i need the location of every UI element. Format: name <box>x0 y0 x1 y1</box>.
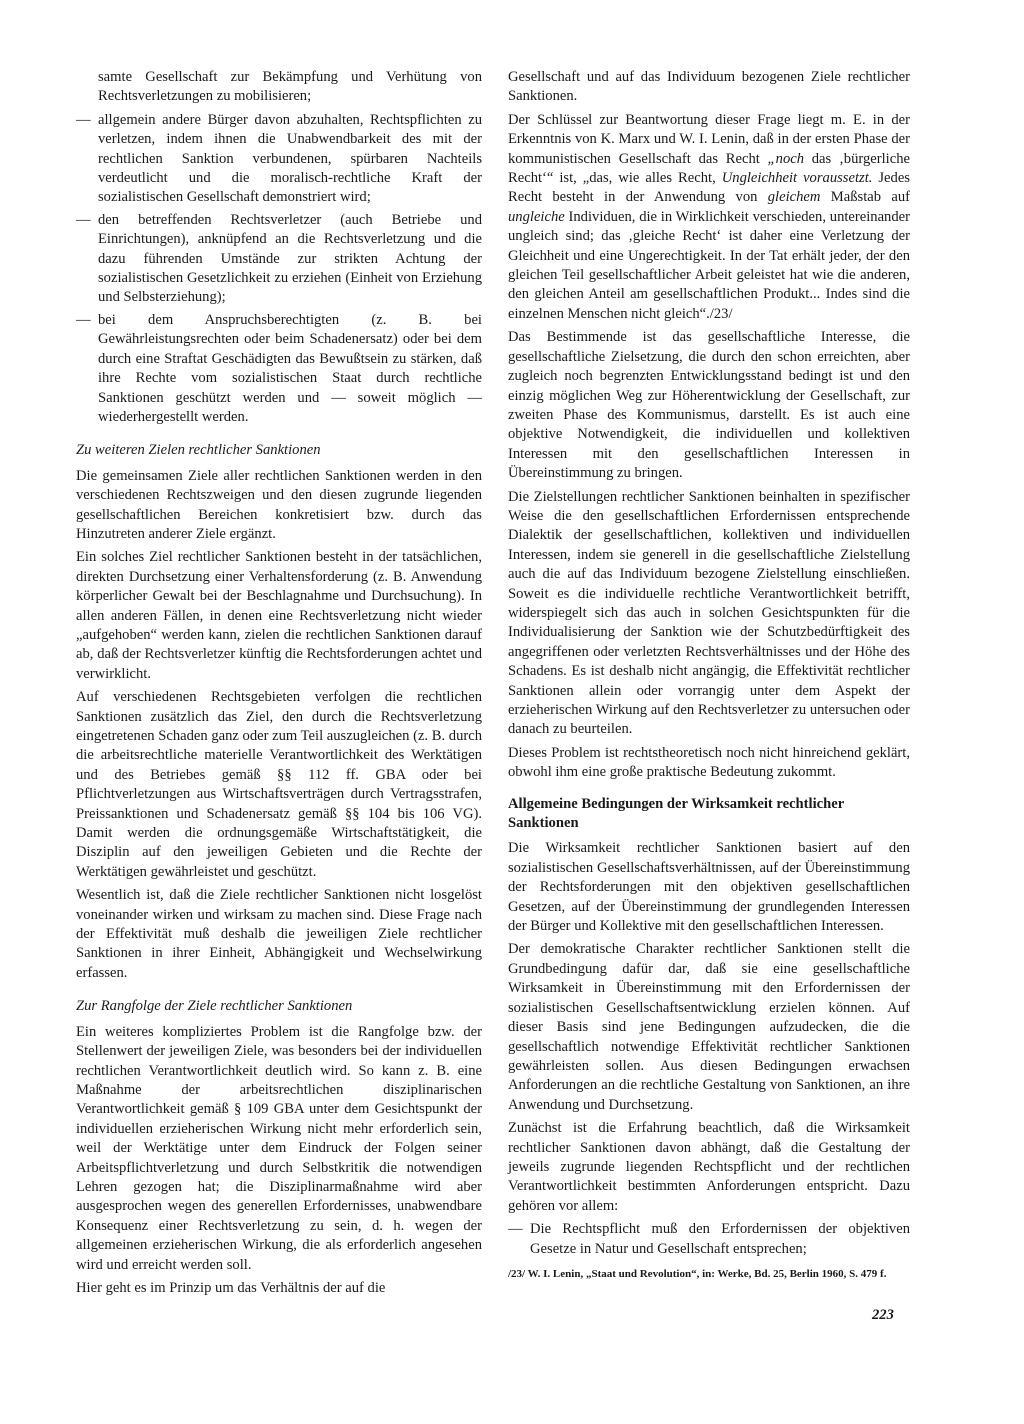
paragraph: samte Gesellschaft zur Bekämpfung und Verhütung von Rechtsverletzungen zu mobilisieren; <box>98 69 482 105</box>
paragraph: Wesentlich ist, daß die Ziele rechtlicher Sanktionen nicht losgelöst voneinander wirken und wirksam zu machen sind. Diese Frage nach der Effektivität muß deshalb die jeweiligen Ziele rechtlicher Sanktionen in ihrer Einheit, Abhängigkeit und Wechselwirkung erfassen. <box>76 887 482 981</box>
emphasis: gleichem <box>767 189 821 206</box>
section-heading: Allgemeine Bedingungen der Wirksamkeit rechtlicher Sanktionen <box>508 795 844 832</box>
bullet-list <box>76 111 482 428</box>
text-run: Jedes Recht besteht in der Anwendung von <box>508 170 910 206</box>
list-item-text: bei dem Anspruchsberechtigten (z. B. bei Gewährleistungsrechten oder beim Schadenersatz) oder bei dem durch eine Straftat Geschädigten das Bewußtsein zu stärken, daß ihre Rechte vom sozialistischen Staat durch rechtliche Sanktionen geschützt werden und — soweit möglich — wiederhergestellt werden. <box>98 311 482 425</box>
dash-marker: — <box>508 1221 523 1238</box>
paragraph: Hier geht es im Prinzip um das Verhältnis der auf die <box>76 1279 386 1296</box>
paragraph: Die gemeinsamen Ziele aller rechtlichen Sanktionen werden in den verschiedenen Rechtszweigen und den diesen zugrunde liegenden gesellschaftlichen Bereichen konkretisiert bzw. durch das Hinzutreten anderer Ziele ergänzt. <box>76 467 482 542</box>
list-item <box>76 311 482 427</box>
paragraph: Der demokratische Charakter rechtlicher Sanktionen stellt die Grundbedingung dafür dar, daß sie eine gesellschaftliche Wirksamkeit in Übereinstimmung mit den Erfordernissen der sozialistischen Gesellschaftsentwicklung erzielen können. Auf dieser Basis sind jene Bedingungen aufzudecken, die die gesellschaftlich notwendige Effektivität rechtlicher Sanktionen gewährleisten sollen. Aus diesen Bedingungen erwachsen Anforderungen an die rechtliche Gestaltung von Sanktionen, an ihre Anwendung und Durchsetzung. <box>508 941 910 1113</box>
text-run: Individuen, die in Wirklichkeit verschieden, untereinander ungleich sind; das ‚gleiche Recht‘ ist daher eine Verletzung der Gleichheit und eine Ungerechtigkeit. In der Tat erhält jeder, der den gleichen Teil gesellschaftlicher Arbeit geleistet hat wie die anderen, den gleichen Anteil am gesellschaftlichen Produkt... Indes sind die einzelnen Menschen nicht gleich“./23/ <box>508 208 910 322</box>
list-item <box>76 111 482 208</box>
paragraph: Das Bestimmende ist das gesellschaftliche Interesse, die gesellschaftliche Zielsetzung, die durch den schon erreichten, aber zugleich noch begrenzten Entwicklungsstand bedingt ist und den einzig möglichen Weg zur Höherentwicklung der Gesellschaft, zur zweiten Phase des Kommunismus, darstellt. Es ist auch eine objektive Notwendigkeit, die individuellen und kollektiven Interessen mit den gesellschaftlichen Interessen in Übereinstimmung zu bringen. <box>508 329 910 482</box>
dash-marker: — <box>76 311 91 328</box>
list-item <box>76 211 482 308</box>
left-column <box>76 68 482 1302</box>
paragraph: Gesellschaft und auf das Individuum bezogenen Ziele rechtlicher Sanktionen. <box>508 69 910 105</box>
list-item-text: allgemein andere Bürger davon abzuhalten, Rechtspflichten zu verletzen, indem ihnen die Unabwendbarkeit des mit der rechtlichen Sanktion verbundenen, spürbaren Nachteils verdeutlicht und die moralisch-rechtliche Kraft der sozialistischen Gesellschaft demonstriert wird; <box>98 111 482 206</box>
list-item <box>508 1220 910 1259</box>
paragraph: Auf verschiedenen Rechtsgebieten verfolgen die rechtlichen Sanktionen zusätzlich das Ziel, den durch die Rechtsverletzung eingetretenen Schaden ganz oder zum Teil auszugleichen (z. B. durch die arbeitsrechtliche materielle Verantwortlichkeit des Werktätigen und des Betriebes gemäß §§ 112 ff. GBA oder bei Pflichtverletzungen aus Wirtschaftsverträgen durch Vertragsstrafen, Preissanktionen und Schadenersatz gemäß §§ 104 bis 106 VG). Damit werden die ordnungsgemäße Wirtschaftstätigkeit, die Disziplin auf den jeweiligen Gebieten und die Rechte der Werktätigen gewährleistet und geschützt. <box>76 689 482 880</box>
list-item-text: Die Rechtspflicht muß den Erfordernissen der objektiven Gesetze in Natur und Gesellschaft entsprechen; <box>530 1221 910 1257</box>
section-heading: Zur Rangfolge der Ziele rechtlicher Sanktionen <box>76 998 353 1015</box>
emphasis: ungleiche <box>508 208 565 225</box>
footnote: /23/ W. I. Lenin, „Staat und Revolution“, in: Werke, Bd. 25, Berlin 1960, S. 479 f. <box>508 1267 887 1280</box>
paragraph: Dieses Problem ist rechtstheoretisch noch nicht hinreichend geklärt, obwohl ihm eine große praktische Bedeutung zukommt. <box>508 744 910 781</box>
dash-marker: — <box>76 111 91 128</box>
paragraph: Ein weiteres kompliziertes Problem ist die Rangfolge bzw. der Stellenwert der jeweiligen Ziele, was besonders bei der individuellen rechtlichen Verantwortlichkeit deutlich wird. So kann z. B. eine Maßnahme der arbeitsrechtlichen disziplinarischen Verantwortlichkeit gemäß § 109 GBA unter dem Gesichtspunkt der individuellen erzieherischen Wirkung nicht mehr erforderlich sein, weil der Werktätige unter dem Eindruck der Folgen seiner Arbeitspflichtverletzung und durch Selbstkritik die notwendigen Lehren gezogen hat; die Disziplinarmaßnahme wird aber ausgesprochen wegen des generellen Erfordernisses, unabwendbare Konsequenz einer Rechtsverletzung zu sein, d. h. wegen der allgemeinen erzieherischen Wirkung, die als erforderlich angesehen wird und erreicht werden soll. <box>76 1023 482 1273</box>
page-number: 223 <box>872 1307 894 1323</box>
paragraph: Die Zielstellungen rechtlicher Sanktionen beinhalten in spezifischer Weise die den gesellschaftlichen Erfordernissen entsprechende Dialektik der gesellschaftlichen, kollektiven und individuellen Interessen, indem sie generell in die gesellschaftliche Zielstellung auch die auf das Individuum bezogene Zielstellung einschließen. Soweit es die individuelle rechtliche Verantwortlichkeit betrifft, widerspiegelt sich das auch in solchen Gesichtspunkten für die Individualisierung der Sanktion wie der Schutzbedürftigkeit des angegriffenen oder verletzten Rechtsverhältnisses und der Höhe des Schadens. Es ist deshalb nicht angängig, die Effektivität rechtlicher Sanktionen allein oder vorrangig unter dem Aspekt der erzieherischen Wirkung auf den Rechtsverletzer zu untersuchen oder danach zu beurteilen. <box>508 488 910 738</box>
paragraph: Zunächst ist die Erfahrung beachtlich, daß die Wirksamkeit rechtlicher Sanktionen davon abhängt, daß die Gestaltung der jeweils zugrunde liegenden Rechtspflicht und der rechtlichen Verantwortlichkeit bestimmten Anforderungen entspricht. Dazu gehören vor allem: <box>508 1120 910 1214</box>
emphasis: „noch <box>767 150 805 167</box>
right-column <box>508 68 910 1281</box>
paragraph <box>508 111 910 324</box>
paragraph: Ein solches Ziel rechtlicher Sanktionen besteht in der tatsächlichen, direkten Durchsetzung einer Verhaltensforderung (z. B. Anwendung körperlicher Gewalt bei der Beschlagnahme und Durchsuchung). In allen anderen Fällen, in denen eine Rechtsverletzung nicht wieder „aufgehoben“ werden kann, zielen die rechtlichen Sanktionen darauf ab, daß der Rechtsverletzer künftig die Rechtsforderungen achtet und verwirklicht. <box>76 549 482 682</box>
bullet-list <box>508 1220 910 1259</box>
text-run: das ‚bürgerliche Recht‘“ ist, „das, wie alles Recht, <box>508 150 910 187</box>
text-run: Der Schlüssel zur Beantwortung dieser Frage liegt m. E. in der Erkenntnis von K. Marx und W. I. Lenin, daß in der ersten Phase der kommunistischen Gesellschaft das Recht <box>508 111 910 167</box>
text-run: Maßstab auf <box>820 189 910 206</box>
list-item-text: den betreffenden Rechtsverletzer (auch Betriebe und Einrichtungen), anknüpfend an die Rechtsverletzung und die dazu führenden Umstände zur strikten Achtung der sozialistischen Gesetzlichkeit zu erziehen (Einheit von Erziehung und Selbsterziehung); <box>98 211 482 306</box>
paragraph: Die Wirksamkeit rechtlicher Sanktionen basiert auf den sozialistischen Gesellschaftsverhältnissen, auf der Übereinstimmung der Rechtsforderungen mit den objektiven gesellschaftlichen Gesetzen, auf der Übereinstimmung der grundlegenden Interessen der Bürger und Kollektive mit den gesellschaftlichen Interessen. <box>508 840 910 935</box>
dash-marker: — <box>76 211 91 228</box>
emphasis: Ungleichheit voraussetzt. <box>721 170 873 187</box>
section-heading: Zu weiteren Zielen rechtlicher Sanktionen <box>76 442 321 459</box>
